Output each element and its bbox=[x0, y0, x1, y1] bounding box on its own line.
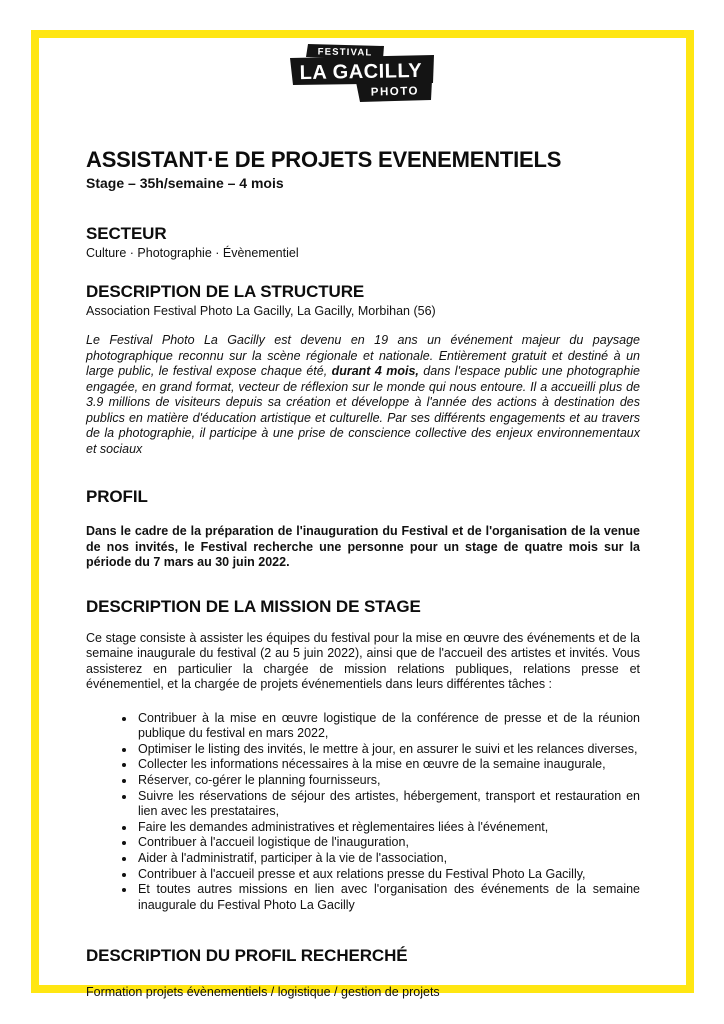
mission-bullet: • Et toutes autres missions en lien avec l'organisation des événements de la semaine inaugurale du Festival Photo La Gacilly bbox=[136, 882, 640, 913]
mission-bullet: • Collecter les informations nécessaires à la mise en œuvre de la semaine inaugurale, bbox=[136, 757, 640, 773]
mission-bullet: • Contribuer à l'accueil logistique de l'inauguration, bbox=[136, 835, 640, 851]
logo-text-festival: FESTIVAL bbox=[317, 46, 373, 59]
mission-bullet: • Contribuer à la mise en œuvre logistique de la conférence de presse et de la réunion publique du festival en mars 2022, bbox=[136, 711, 640, 742]
profil-paragraph: Dans le cadre de la préparation de l'inauguration du Festival et de l'organisation de la venue de nos invités, le Festival recherche une personne pour un stage de quatre mois sur la période du 7 mars au 30 juin 2022. bbox=[86, 524, 640, 570]
job-title: ASSISTANT·E DE PROJETS EVENEMENTIELS bbox=[86, 147, 562, 172]
structure-subline: Association Festival Photo La Gacilly, La Gacilly, Morbihan (56) bbox=[86, 303, 436, 318]
section-heading-profil: PROFIL bbox=[86, 487, 148, 507]
structure-paragraph-part1: Le Festival Photo La Gacilly est devenu en 19 ans un événement majeur du paysage photographique reconnu sur la scène régionale et nationale. Entièrement gratuit et destiné à un large public, le festival expose chaque été, bbox=[86, 333, 640, 379]
section-heading-profil-recherche: DESCRIPTION DU PROFIL RECHERCHÉ bbox=[86, 946, 408, 966]
mission-bullet: • Contribuer à l'accueil presse et aux relations presse du Festival Photo La Gacilly, bbox=[136, 867, 640, 883]
festival-la-gacilly-photo-logo bbox=[287, 42, 439, 108]
section-heading-structure: DESCRIPTION DE LA STRUCTURE bbox=[86, 281, 365, 301]
mission-bullet: • Réserver, co-gérer le planning fournisseurs, bbox=[136, 773, 640, 789]
mission-bullet: • Optimiser le listing des invités, le mettre à jour, en assurer le suivi et les relances diverses, bbox=[136, 742, 640, 758]
structure-paragraph bbox=[86, 333, 640, 457]
section-heading-secteur: SECTEUR bbox=[86, 224, 167, 244]
job-subtitle: Stage – 35h/semaine – 4 mois bbox=[86, 175, 284, 192]
logo-text-lagacilly: LA GACILLY bbox=[299, 59, 423, 85]
mission-bullet: • Suivre les réservations de séjour des artistes, hébergement, transport et restauration en lien avec les prestataires, bbox=[136, 789, 640, 820]
mission-task-list bbox=[86, 711, 640, 914]
mission-bullet: • Faire les demandes administratives et règlementaires liées à l'événement, bbox=[136, 820, 640, 836]
document-content bbox=[86, 40, 640, 1001]
mission-bullet: • Aider à l'administratif, participer à la vie de l'association, bbox=[136, 851, 640, 867]
structure-paragraph-part2: dans l'espace public une photographie engagée, en grand format, vecteur de réflexion sur le monde qui nous entoure. Il a accueilli plus de 3.9 millions de visiteurs depuis sa création et développe à l'année des actions à destination des publics en matière d'éducation artistique et culturelle. Par ses différents engagements et au travers de la photographie, il participe à une prise de conscience collective des enjeux environnementaux et sociaux bbox=[86, 364, 640, 456]
structure-paragraph-highlight: durant 4 mois, bbox=[331, 364, 419, 379]
secteur-line: Culture · Photographie · Évènementiel bbox=[86, 246, 299, 261]
profil-recherche-line: Formation projets évènementiels / logistique / gestion de projets bbox=[86, 985, 440, 1000]
section-heading-mission: DESCRIPTION DE LA MISSION DE STAGE bbox=[86, 596, 421, 616]
logo-text-photo: PHOTO bbox=[370, 85, 420, 99]
mission-intro: Ce stage consiste à assister les équipes du festival pour la mise en œuvre des événements et de la semaine inaugurale du festival (2 au 5 juin 2022), ainsi que de l'accueil des artistes et invités. Vous assisterez en particulier la chargée de mission relations publiques, relations presse et événementiel, et la chargée de projets événementiels dans leurs différentes tâches : bbox=[86, 630, 640, 692]
